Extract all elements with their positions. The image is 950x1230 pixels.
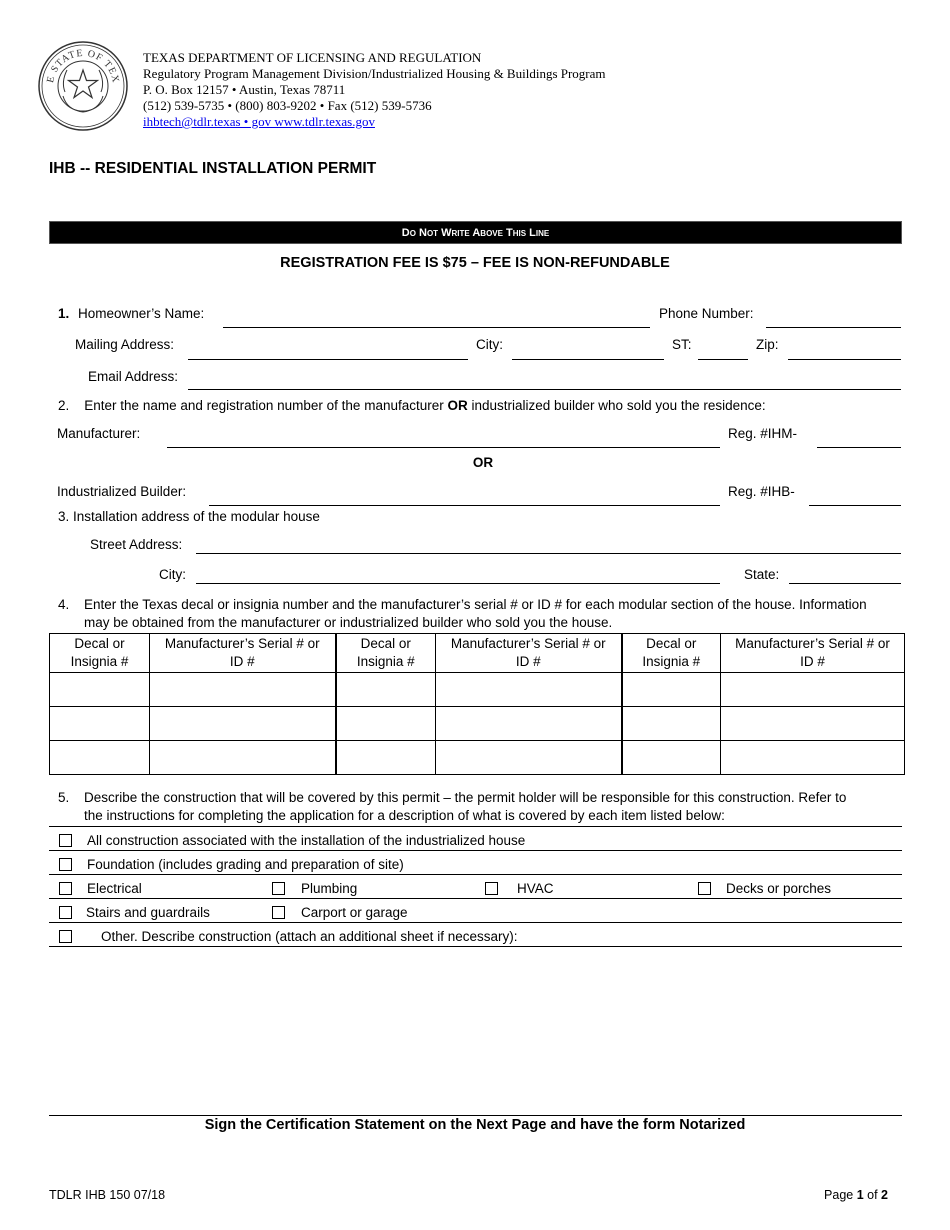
mailing-city-field[interactable]	[512, 359, 664, 360]
section2-text	[58, 398, 766, 413]
serial-header-line2: ID #	[800, 654, 825, 669]
decal-header-line1: Decal or	[646, 636, 697, 651]
decal-cell[interactable]	[336, 741, 436, 775]
mailing-address-label: Mailing Address:	[75, 337, 175, 352]
seal-text: E STATE OF TEX	[45, 47, 122, 85]
phone-number-field[interactable]	[766, 327, 901, 328]
page-current: 1	[856, 1188, 864, 1202]
table-header-row	[50, 634, 905, 673]
section4-text-line1: Enter the Texas decal or insignia number and the manufacturer’s serial # or ID # for each modular section of the house. Information	[84, 597, 867, 612]
divider	[49, 874, 902, 875]
page-total: 2	[881, 1188, 888, 1202]
serial-cell[interactable]	[150, 741, 336, 775]
checkbox-stairs[interactable]	[59, 906, 72, 919]
reg-ihm-field[interactable]	[817, 447, 901, 448]
mailing-st-label: ST:	[672, 337, 692, 352]
install-state-label: State:	[744, 567, 780, 582]
checkbox-carport[interactable]	[272, 906, 285, 919]
section2-or: OR	[447, 398, 468, 413]
checkbox-decks[interactable]	[698, 882, 711, 895]
checkbox-foundation[interactable]	[59, 858, 72, 871]
decal-header-3	[622, 634, 721, 673]
decal-cell[interactable]	[50, 673, 150, 707]
decal-header-line2: Insignia #	[642, 654, 701, 669]
section3-title: 3. Installation address of the modular house	[58, 509, 320, 524]
divider	[49, 922, 902, 923]
foundation-label: Foundation (includes grading and preparation of site)	[87, 857, 404, 872]
section2-number: 2.	[58, 398, 70, 413]
install-state-field[interactable]	[789, 583, 901, 584]
reg-ihb-field[interactable]	[809, 505, 901, 506]
section4-number: 4.	[58, 597, 70, 612]
do-not-write-banner	[49, 221, 902, 244]
decal-header-line1: Decal or	[360, 636, 411, 651]
serial-header-line2: ID #	[515, 654, 541, 669]
decal-header-line1: Decal or	[74, 636, 125, 651]
table-row	[50, 707, 905, 741]
checkbox-all-construction[interactable]	[59, 834, 72, 847]
decal-cell[interactable]	[622, 673, 721, 707]
decal-serial-table	[49, 633, 905, 775]
contact-link[interactable]: ihbtech@tdlr.texas • gov www.tdlr.texas.gov	[143, 114, 375, 129]
sign-certification-note: Sign the Certification Statement on the Next Page and have the form Notarized	[204, 1117, 746, 1133]
serial-header-line1: Manufacturer’s Serial # or	[735, 636, 890, 651]
division-name: Regulatory Program Management Division/Industrialized Housing & Buildings Program	[143, 66, 606, 81]
serial-cell[interactable]	[436, 707, 622, 741]
serial-cell[interactable]	[436, 673, 622, 707]
street-address-field[interactable]	[196, 553, 901, 554]
mailing-zip-label: Zip:	[756, 337, 779, 352]
other-description-field[interactable]	[49, 946, 902, 947]
mailing-city-label: City:	[476, 337, 503, 352]
decal-cell[interactable]	[622, 707, 721, 741]
reg-ihm-label: Reg. #IHM-	[728, 426, 798, 441]
section2-text-after: industrialized builder who sold you the residence:	[467, 398, 766, 413]
section2-text-before: Enter the name and registration number of the manufacturer	[84, 398, 448, 413]
hvac-label: HVAC	[517, 881, 554, 896]
table-row	[50, 673, 905, 707]
section5-number: 5.	[58, 790, 70, 805]
divider	[49, 826, 902, 827]
serial-cell[interactable]	[436, 741, 622, 775]
agency-address: P. O. Box 12157 • Austin, Texas 78711	[143, 82, 346, 97]
agency-phones: (512) 539-5735 • (800) 803-9202 • Fax (512) 539-5736	[143, 98, 432, 113]
checkbox-plumbing[interactable]	[272, 882, 285, 895]
phone-number-label: Phone Number:	[659, 306, 754, 321]
serial-header-2	[436, 634, 622, 673]
fee-notice: REGISTRATION FEE IS $75 – FEE IS NON-REFUNDABLE	[280, 255, 670, 271]
form-id: TDLR IHB 150 07/18	[49, 1188, 166, 1202]
section4-text-line2: may be obtained from the manufacturer or industrialized builder who sold you the house.	[84, 615, 613, 630]
decal-header-1	[50, 634, 150, 673]
mailing-address-field[interactable]	[188, 359, 468, 360]
manufacturer-label: Manufacturer:	[57, 426, 141, 441]
form-title: IHB -- RESIDENTIAL INSTALLATION PERMIT	[49, 160, 377, 177]
decal-header-line2: Insignia #	[356, 654, 415, 669]
reg-ihb-label: Reg. #IHB-	[728, 484, 795, 499]
checkbox-other[interactable]	[59, 930, 72, 943]
page-prefix: Page	[824, 1188, 857, 1202]
checkbox-electrical[interactable]	[59, 882, 72, 895]
homeowner-name-field[interactable]	[223, 327, 650, 328]
decal-header-2	[336, 634, 436, 673]
serial-cell[interactable]	[150, 673, 336, 707]
mailing-zip-field[interactable]	[788, 359, 901, 360]
all-construction-label: All construction associated with the installation of the industrialized house	[87, 833, 526, 848]
install-city-field[interactable]	[196, 583, 720, 584]
manufacturer-field[interactable]	[167, 447, 720, 448]
industrialized-builder-label: Industrialized Builder:	[57, 484, 187, 499]
mailing-st-field[interactable]	[698, 359, 748, 360]
stairs-label: Stairs and guardrails	[86, 905, 210, 920]
electrical-label: Electrical	[87, 881, 142, 896]
serial-cell[interactable]	[150, 707, 336, 741]
state-seal	[37, 40, 129, 132]
or-separator: OR	[472, 455, 494, 470]
footer-divider	[49, 1115, 902, 1116]
decal-cell[interactable]	[336, 673, 436, 707]
decal-cell[interactable]	[50, 741, 150, 775]
serial-header-3	[721, 634, 905, 673]
homeowner-name-label: Homeowner’s Name:	[78, 306, 205, 321]
banner-text: Do Not Write Above This Line	[401, 226, 550, 239]
divider	[49, 850, 902, 851]
other-label: Other. Describe construction (attach an additional sheet if necessary):	[101, 929, 518, 944]
page-indicator	[824, 1188, 888, 1202]
email-address-label: Email Address:	[88, 369, 179, 384]
serial-header-line2: ID #	[229, 654, 255, 669]
decal-cell[interactable]	[622, 741, 721, 775]
street-address-label: Street Address:	[90, 537, 183, 552]
serial-header-line1: Manufacturer’s Serial # or	[450, 636, 606, 651]
checkbox-hvac[interactable]	[485, 882, 498, 895]
email-address-field[interactable]	[188, 389, 901, 390]
section5-text-line1: Describe the construction that will be covered by this permit – the permit holder will be responsible for this construction. Refer to	[84, 790, 847, 805]
decal-cell[interactable]	[336, 707, 436, 741]
serial-cell[interactable]	[721, 707, 905, 741]
serial-header-line1: Manufacturer’s Serial # or	[164, 636, 320, 651]
install-city-label: City:	[159, 567, 186, 582]
agency-name: TEXAS DEPARTMENT OF LICENSING AND REGULATION	[143, 50, 482, 65]
decal-cell[interactable]	[50, 707, 150, 741]
section1-number: 1.	[58, 306, 70, 321]
industrialized-builder-field[interactable]	[209, 505, 720, 506]
plumbing-label: Plumbing	[301, 881, 358, 896]
page-sep: of	[863, 1188, 882, 1202]
table-row	[50, 741, 905, 775]
carport-label: Carport or garage	[301, 905, 408, 920]
decks-label: Decks or porches	[726, 881, 832, 896]
section5-text-line2: the instructions for completing the application for a description of what is covered by each item listed below:	[84, 808, 725, 823]
divider	[49, 898, 902, 899]
serial-cell[interactable]	[721, 673, 905, 707]
decal-header-line2: Insignia #	[70, 654, 129, 669]
serial-header-1	[150, 634, 336, 673]
serial-cell[interactable]	[721, 741, 905, 775]
